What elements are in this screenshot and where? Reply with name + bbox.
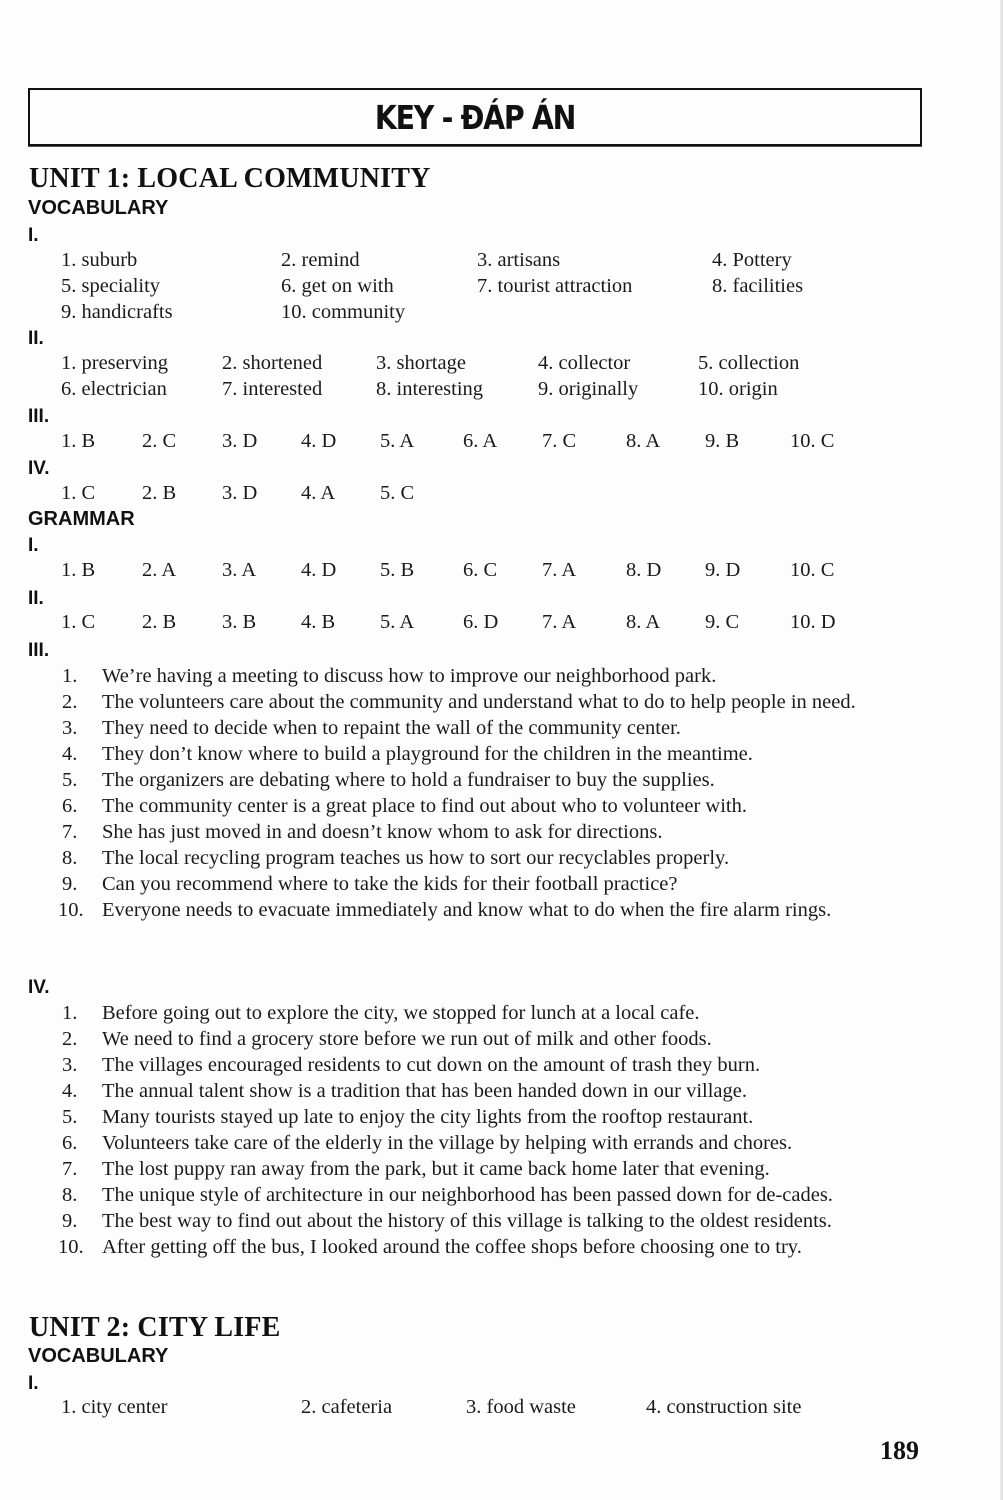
sentence-number: 9. bbox=[62, 873, 78, 895]
answer-item: 5. C bbox=[380, 482, 415, 504]
sentence-item bbox=[62, 1078, 928, 1104]
sentence-number: 1. bbox=[62, 1002, 78, 1024]
answer-item: 8. A bbox=[626, 430, 661, 452]
answer-item: 7. A bbox=[542, 559, 577, 581]
answer-item: 4. D bbox=[301, 559, 337, 581]
sentence-text: The best way to find out about the history of this village is talking to the oldest residents. bbox=[102, 1210, 832, 1232]
sentence-number: 5. bbox=[62, 1106, 78, 1128]
answer-item: 9. D bbox=[705, 559, 741, 581]
sentence-item bbox=[62, 741, 928, 767]
answer-item: 4. Pottery bbox=[712, 249, 792, 271]
sentence-item bbox=[62, 1130, 928, 1156]
answer-item: 7. tourist attraction bbox=[477, 275, 633, 297]
sentence-text: We need to find a grocery store before we run out of milk and other foods. bbox=[102, 1028, 712, 1050]
answer-item: 1. C bbox=[61, 611, 96, 633]
answer-item: 6. C bbox=[463, 559, 498, 581]
answer-item: 5. A bbox=[380, 611, 415, 633]
sentence-text: The volunteers care about the community and understand what to do to help people in need. bbox=[102, 691, 856, 713]
sentence-text: The villages encouraged residents to cut down on the amount of trash they burn. bbox=[102, 1054, 761, 1076]
sentence-text: The lost puppy ran away from the park, but it came back home later that evening. bbox=[102, 1158, 770, 1180]
answer-item: 8. D bbox=[626, 559, 662, 581]
answer-item: 2. remind bbox=[281, 249, 360, 271]
sentence-text: Many tourists stayed up late to enjoy the city lights from the rooftop restaurant. bbox=[102, 1106, 754, 1128]
answer-item: 2. A bbox=[142, 559, 177, 581]
unit-2-title: UNIT 2: CITY LIFE bbox=[29, 1312, 281, 1343]
sentence-number: 10. bbox=[58, 1236, 84, 1258]
answer-item: 9. originally bbox=[538, 378, 639, 400]
answer-item: 9. handicrafts bbox=[61, 301, 173, 323]
sentence-item bbox=[62, 1026, 928, 1052]
g4-sentence-list bbox=[58, 1000, 928, 1260]
sentence-item bbox=[62, 1052, 928, 1078]
answer-item: 2. cafeteria bbox=[301, 1396, 393, 1418]
answer-item: 4. A bbox=[301, 482, 336, 504]
sentence-number: 1. bbox=[62, 665, 78, 687]
answer-item: 4. D bbox=[301, 430, 337, 452]
answer-item: 1. preserving bbox=[61, 352, 169, 374]
sentence-number: 4. bbox=[62, 1080, 78, 1102]
grammar-ex1-label: I. bbox=[28, 535, 39, 556]
answer-item: 3. food waste bbox=[466, 1396, 576, 1418]
answer-item: 7. C bbox=[542, 430, 577, 452]
page-number: 189 bbox=[880, 1436, 919, 1465]
grammar-ex3-label: III. bbox=[28, 640, 50, 661]
sentence-number: 2. bbox=[62, 691, 78, 713]
sentence-text: The unique style of architecture in our neighborhood has been passed down for de-cades. bbox=[102, 1184, 833, 1206]
answer-item: 5. B bbox=[380, 559, 415, 581]
answer-item: 2. shortened bbox=[222, 352, 323, 374]
page-title: KEY - ĐÁP ÁN bbox=[374, 98, 576, 137]
sentence-item bbox=[62, 689, 928, 715]
answer-item: 3. D bbox=[222, 482, 258, 504]
sentence-text: They need to decide when to repaint the wall of the community center. bbox=[102, 717, 681, 739]
sentence-item bbox=[62, 1000, 928, 1026]
sentence-number: 3. bbox=[62, 1054, 78, 1076]
sentence-text: The local recycling program teaches us how to sort our recyclables properly. bbox=[102, 847, 730, 869]
sentence-text: We’re having a meeting to discuss how to improve our neighborhood park. bbox=[102, 665, 717, 687]
sentence-item bbox=[62, 793, 928, 819]
unit-2-vocab-ex1-label: I. bbox=[28, 1373, 39, 1394]
sentence-number: 10. bbox=[58, 899, 84, 921]
sentence-item bbox=[62, 715, 928, 741]
sentence-text: The community center is a great place to find out about who to volunteer with. bbox=[102, 795, 747, 817]
answer-item: 1. city center bbox=[61, 1396, 168, 1418]
answer-item: 1. C bbox=[61, 482, 96, 504]
sentence-number: 4. bbox=[62, 743, 78, 765]
sentence-item bbox=[62, 819, 928, 845]
answer-item: 4. B bbox=[301, 611, 336, 633]
answer-item: 9. B bbox=[705, 430, 740, 452]
answer-item: 8. interesting bbox=[376, 378, 484, 400]
sentence-item bbox=[62, 663, 928, 689]
sentence-item bbox=[62, 845, 928, 871]
answer-item: 2. B bbox=[142, 482, 177, 504]
sentence-item bbox=[62, 1182, 928, 1208]
sentence-number: 7. bbox=[62, 821, 78, 843]
answer-item: 1. B bbox=[61, 430, 96, 452]
answer-item: 4. collector bbox=[538, 352, 631, 374]
vocab-ex1-label: I. bbox=[28, 225, 39, 246]
answer-item: 3. B bbox=[222, 611, 257, 633]
sentence-text: Before going out to explore the city, we stopped for lunch at a local cafe. bbox=[102, 1002, 700, 1024]
sentence-text: She has just moved in and doesn’t know whom to ask for directions. bbox=[102, 821, 663, 843]
sentence-number: 6. bbox=[62, 1132, 78, 1154]
unit-2-vocabulary-heading: VOCABULARY bbox=[28, 1345, 169, 1367]
answer-item: 5. collection bbox=[698, 352, 800, 374]
answer-item: 3. artisans bbox=[477, 249, 561, 271]
unit-1-grammar-heading: GRAMMAR bbox=[28, 508, 135, 530]
g3-sentence-list bbox=[58, 663, 928, 923]
vocab-ex2-label: II. bbox=[28, 328, 44, 349]
answer-item: 5. A bbox=[380, 430, 415, 452]
answer-item: 4. construction site bbox=[646, 1396, 802, 1418]
answer-item: 9. C bbox=[705, 611, 740, 633]
sentence-number: 8. bbox=[62, 847, 78, 869]
sentence-item bbox=[58, 897, 928, 923]
sentence-number: 6. bbox=[62, 795, 78, 817]
sentence-number: 3. bbox=[62, 717, 78, 739]
sentence-text: After getting off the bus, I looked around the coffee shops before choosing one to try. bbox=[102, 1236, 802, 1258]
answer-item: 3. A bbox=[222, 559, 257, 581]
answer-item: 6. electrician bbox=[61, 378, 167, 400]
sentence-text: Everyone needs to evacuate immediately and know what to do when the fire alarm rings. bbox=[102, 899, 832, 921]
sentence-text: The annual talent show is a tradition that has been handed down in our village. bbox=[102, 1080, 748, 1102]
sentence-item bbox=[62, 1156, 928, 1182]
answer-item: 1. B bbox=[61, 559, 96, 581]
answer-item: 2. C bbox=[142, 430, 177, 452]
sentence-number: 5. bbox=[62, 769, 78, 791]
answer-item: 6. D bbox=[463, 611, 499, 633]
key-title-box bbox=[28, 88, 922, 146]
answer-item: 10. C bbox=[790, 430, 835, 452]
sentence-text: They don’t know where to build a playground for the children in the meantime. bbox=[102, 743, 753, 765]
answer-item: 10. community bbox=[281, 301, 406, 323]
sentence-number: 2. bbox=[62, 1028, 78, 1050]
sentence-number: 9. bbox=[62, 1210, 78, 1232]
answer-item: 8. facilities bbox=[712, 275, 804, 297]
answer-item: 3. D bbox=[222, 430, 258, 452]
sentence-item bbox=[62, 767, 928, 793]
sentence-text: The organizers are debating where to hold a fundraiser to buy the supplies. bbox=[102, 769, 715, 791]
unit-1-vocabulary-heading: VOCABULARY bbox=[28, 197, 169, 219]
grammar-ex4-label: IV. bbox=[28, 977, 50, 998]
answer-item: 7. interested bbox=[222, 378, 323, 400]
sentence-number: 8. bbox=[62, 1184, 78, 1206]
answer-item: 7. A bbox=[542, 611, 577, 633]
sentence-item bbox=[62, 871, 928, 897]
sentence-item bbox=[62, 1208, 928, 1234]
sentence-number: 7. bbox=[62, 1158, 78, 1180]
answer-item: 10. D bbox=[790, 611, 836, 633]
vocab-ex4-label: IV. bbox=[28, 458, 50, 479]
answer-item: 8. A bbox=[626, 611, 661, 633]
answer-item: 1. suburb bbox=[61, 249, 138, 271]
vocab-ex3-label: III. bbox=[28, 406, 50, 427]
sentence-item bbox=[58, 1234, 928, 1260]
sentence-text: Volunteers take care of the elderly in the village by helping with errands and chores. bbox=[102, 1132, 793, 1154]
answer-item: 6. A bbox=[463, 430, 498, 452]
answer-item: 3. shortage bbox=[376, 352, 466, 374]
answer-item: 10. C bbox=[790, 559, 835, 581]
grammar-ex2-label: II. bbox=[28, 588, 44, 609]
answer-item: 2. B bbox=[142, 611, 177, 633]
sentence-item bbox=[62, 1104, 928, 1130]
unit-1-title: UNIT 1: LOCAL COMMUNITY bbox=[29, 163, 431, 194]
sentence-text: Can you recommend where to take the kids for their football practice? bbox=[102, 873, 678, 895]
answer-item: 10. origin bbox=[698, 378, 778, 400]
answer-item: 5. speciality bbox=[61, 275, 161, 297]
answer-item: 6. get on with bbox=[281, 275, 394, 297]
